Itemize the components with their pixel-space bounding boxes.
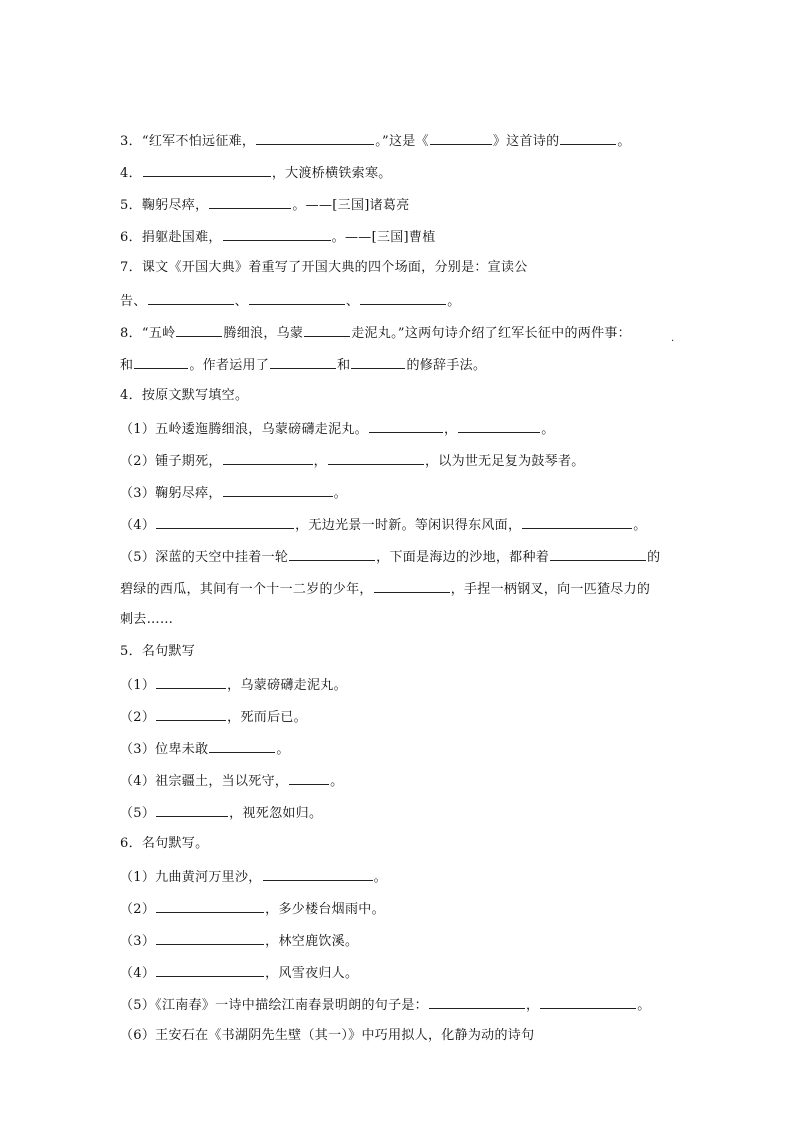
answer-blank[interactable]: [304, 324, 350, 337]
line-text: ，风雪夜归人。: [265, 966, 359, 981]
question-line: [120, 900, 385, 918]
answer-blank[interactable]: [256, 132, 374, 145]
line-text: 6．捐躯赴国难，: [120, 230, 222, 245]
question-line: [120, 484, 347, 502]
answer-blank[interactable]: [560, 132, 616, 145]
question-line: [120, 580, 650, 598]
line-text: 。: [276, 742, 290, 757]
answer-blank[interactable]: [522, 516, 632, 529]
answer-blank[interactable]: [289, 772, 329, 785]
question-line: [120, 804, 322, 822]
question-line: [120, 644, 195, 660]
line-text: （2）: [120, 902, 156, 917]
line-text: ，: [443, 422, 458, 437]
line-text: ，: [525, 998, 540, 1013]
line-text: （3）鞠躬尽瘁，: [120, 486, 222, 501]
line-text: （6）王安石在《书湖阴先生壁（其一）》中巧用拟人，化静为动的诗句: [120, 1028, 535, 1043]
line-text: （4）: [120, 518, 156, 533]
answer-blank[interactable]: [458, 420, 540, 433]
line-text: 6．名句默写。: [120, 836, 209, 851]
line-text: 刺去……: [120, 612, 174, 627]
answer-blank[interactable]: [156, 900, 264, 913]
answer-blank[interactable]: [351, 356, 405, 369]
line-text: （1）五岭逶迤腾细浪，乌蒙磅礴走泥丸。: [120, 422, 368, 437]
question-line: [120, 132, 631, 150]
answer-blank[interactable]: [374, 580, 450, 593]
question-line: [120, 452, 585, 470]
answer-blank[interactable]: [263, 868, 373, 881]
line-text: 。: [333, 486, 347, 501]
line-text: 。: [541, 422, 555, 437]
line-text: 。: [330, 774, 344, 789]
question-line: [120, 420, 555, 438]
answer-blank[interactable]: [156, 708, 226, 721]
answer-blank[interactable]: [270, 356, 336, 369]
line-text: 的: [647, 550, 661, 565]
line-text: （4）: [120, 966, 156, 981]
answer-blank[interactable]: [223, 228, 331, 241]
question-line: [120, 324, 631, 342]
line-text: 和: [120, 358, 134, 373]
answer-blank[interactable]: [156, 804, 228, 817]
answer-blank[interactable]: [143, 164, 271, 177]
line-text: ，林空鹿饮溪。: [265, 934, 359, 949]
question-line: [120, 740, 290, 758]
line-text: ，无边光景一时新。等闲识得东风面，: [295, 518, 522, 533]
line-text: 5．鞠躬尽瘁，: [120, 198, 209, 213]
stray-mark: .: [671, 333, 675, 344]
answer-blank[interactable]: [134, 356, 188, 369]
line-text: 告、: [120, 294, 147, 309]
question-line: [120, 868, 387, 886]
line-text: （4）祖宗疆土，当以死守，: [120, 774, 289, 789]
line-text: ，视死忽如归。: [229, 806, 323, 821]
line-text: ，大渡桥横铁索寒。: [271, 166, 392, 181]
line-text: （2）: [120, 710, 156, 725]
line-text: 。: [633, 518, 647, 533]
question-line: [120, 964, 358, 982]
line-text: 走泥丸。”这两句诗介绍了红军长征中的两件事：: [351, 326, 631, 341]
line-text: 。——[三国]曹植: [331, 230, 436, 245]
line-text: （3）位卑未敢: [120, 742, 209, 757]
line-text: ，: [313, 454, 327, 469]
line-text: （2）锺子期死，: [120, 454, 222, 469]
line-text: 碧绿的西瓜，其间有一个十一二岁的少年，: [120, 582, 373, 597]
line-text: （3）: [120, 934, 156, 949]
line-text: 和: [337, 358, 351, 373]
line-text: 4．: [120, 166, 142, 181]
answer-blank[interactable]: [209, 740, 275, 753]
answer-blank[interactable]: [176, 324, 222, 337]
answer-blank[interactable]: [156, 964, 264, 977]
line-text: 。: [617, 134, 631, 149]
answer-blank[interactable]: [156, 932, 264, 945]
line-text: 3．“红军不怕远征难，: [120, 134, 256, 149]
question-line: [120, 932, 358, 950]
question-line: [120, 612, 173, 628]
answer-blank[interactable]: [360, 292, 446, 305]
line-text: （1）九曲黄河万里沙，: [120, 870, 262, 885]
question-line: [120, 1028, 534, 1044]
line-text: （5）《江南春》一诗中描绘江南春景明朗的句子是：: [120, 998, 428, 1013]
line-text: 。: [373, 870, 387, 885]
question-line: [120, 196, 410, 214]
answer-blank[interactable]: [369, 420, 443, 433]
answer-blank[interactable]: [249, 292, 345, 305]
line-text: ，以为世无足复为鼓琴者。: [424, 454, 585, 469]
answer-blank[interactable]: [223, 484, 333, 497]
answer-blank[interactable]: [328, 452, 424, 465]
answer-blank[interactable]: [429, 996, 525, 1009]
line-text: 》这首诗的: [492, 134, 560, 149]
line-text: 、: [234, 294, 248, 309]
line-text: （5）: [120, 806, 156, 821]
answer-blank[interactable]: [156, 676, 226, 689]
question-line: [120, 772, 343, 790]
line-text: 4．按原文默写填空。: [120, 388, 249, 403]
line-text: 。作者运用了: [189, 358, 270, 373]
question-line: [120, 164, 392, 182]
line-text: 。: [637, 998, 651, 1013]
line-text: 8．“五岭: [120, 326, 176, 341]
question-line: [120, 676, 347, 694]
line-text: 、: [345, 294, 360, 309]
question-line: [120, 228, 436, 246]
line-text: ，手捏一柄钢叉，向一匹猹尽力的: [450, 582, 651, 597]
answer-blank[interactable]: [550, 548, 646, 561]
answer-blank[interactable]: [209, 196, 291, 209]
question-line: [120, 996, 651, 1014]
answer-blank[interactable]: [156, 516, 294, 529]
line-text: 5．名句默写: [120, 644, 196, 659]
line-text: 腾细浪，乌蒙: [223, 326, 304, 341]
question-line: [120, 548, 660, 566]
line-text: ，死而后已。: [227, 710, 307, 725]
line-text: 。: [447, 294, 461, 309]
question-line: [120, 388, 248, 404]
question-line: [120, 356, 486, 374]
answer-blank[interactable]: [540, 996, 636, 1009]
line-text: （5）深蓝的天空中挂着一轮: [120, 550, 289, 565]
line-text: （1）: [120, 678, 156, 693]
answer-blank[interactable]: [223, 452, 313, 465]
line-text: 。——[三国]诸葛亮: [292, 198, 410, 213]
answer-blank[interactable]: [148, 292, 234, 305]
line-text: 的修辞手法。: [406, 358, 487, 373]
line-text: ，下面是海边的沙地，都种着: [376, 550, 550, 565]
line-text: 。”这是《: [375, 134, 429, 149]
question-line: [120, 836, 208, 852]
line-text: 7．课文《开国大典》着重写了开国大典的四个场面，分别是：宣读公: [120, 260, 528, 275]
question-line: [120, 292, 461, 310]
line-text: ，乌蒙磅礴走泥丸。: [227, 678, 347, 693]
answer-blank[interactable]: [289, 548, 375, 561]
question-line: [120, 260, 528, 276]
question-line: [120, 516, 647, 534]
answer-blank[interactable]: [430, 132, 492, 145]
question-line: [120, 708, 307, 726]
line-text: ，多少楼台烟雨中。: [265, 902, 385, 917]
